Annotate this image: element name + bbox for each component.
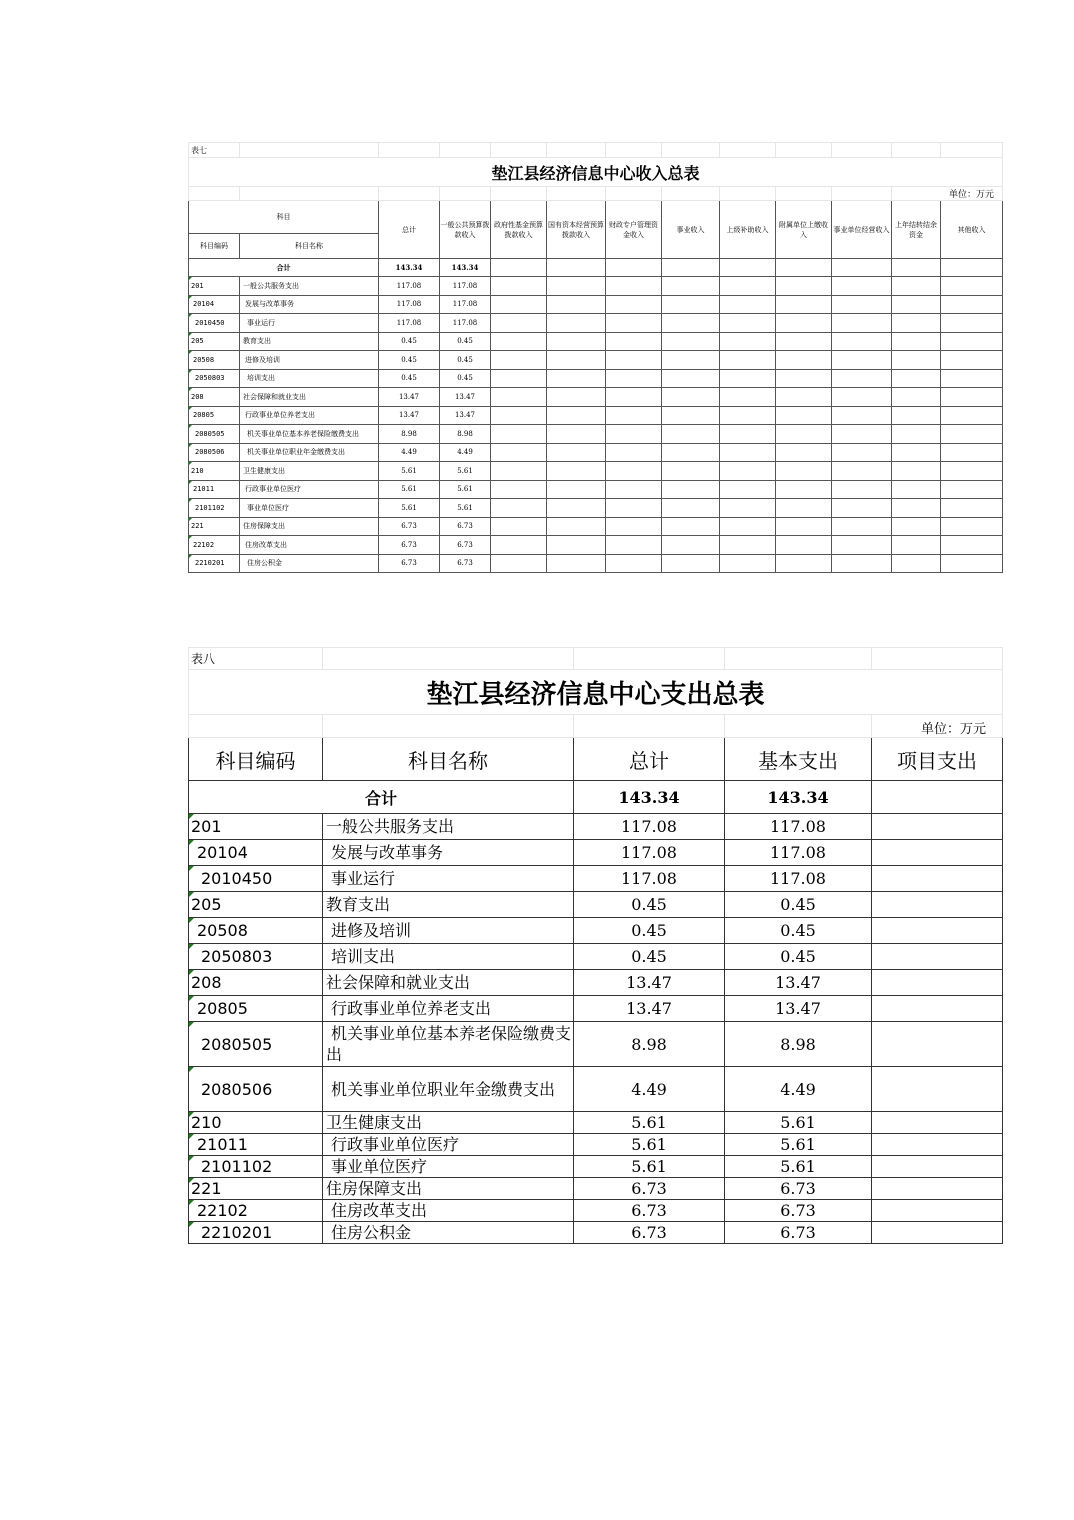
- subject-name: 机关事业单位职业年金缴费支出: [323, 1067, 574, 1112]
- cell-marker-icon: [189, 518, 192, 521]
- subject-name: 教育支出: [323, 892, 574, 918]
- cell-marker-icon: [189, 1022, 194, 1027]
- subject-code: 2010450: [189, 866, 323, 892]
- table-row: [189, 892, 1003, 918]
- subject-code: 2050803: [189, 369, 240, 388]
- row-basic: 13.47: [725, 996, 872, 1022]
- header-total: 总计: [379, 201, 440, 259]
- subject-name: 住房改革支出: [323, 1200, 574, 1222]
- row-total: 5.61: [379, 462, 440, 481]
- row-general-budget: 0.45: [440, 369, 491, 388]
- cell-marker-icon: [189, 555, 192, 558]
- subject-name: 卫生健康支出: [323, 1112, 574, 1134]
- header-general-budget: 一般公共预算拨款收入: [440, 201, 491, 259]
- cell-marker-icon: [189, 944, 194, 949]
- subject-code: 2080505: [189, 1022, 323, 1067]
- table-row: [189, 1178, 1003, 1200]
- subject-code: 20508: [189, 351, 240, 370]
- row-general-budget: 5.61: [440, 499, 491, 518]
- subject-code: 221: [189, 1178, 323, 1200]
- row-total: 13.47: [379, 406, 440, 425]
- cell-marker-icon: [189, 1178, 194, 1183]
- table-row: [189, 406, 1003, 425]
- subject-code: 20104: [189, 295, 240, 314]
- cell-marker-icon: [189, 1222, 194, 1227]
- subject-code: 210: [189, 1112, 323, 1134]
- table-row: [189, 814, 1003, 840]
- cell-marker-icon: [189, 1112, 194, 1117]
- table-row: [189, 1156, 1003, 1178]
- subject-name: 行政事业单位养老支出: [323, 996, 574, 1022]
- row-total: 5.61: [379, 499, 440, 518]
- row-total: 8.98: [574, 1022, 725, 1067]
- table-row: [189, 1222, 1003, 1244]
- row-basic: 0.45: [725, 892, 872, 918]
- header-affiliated: 附属单位上缴收入: [776, 201, 832, 259]
- subject-code: 201: [189, 814, 323, 840]
- subject-name: 住房公积金: [240, 554, 379, 573]
- row-total: 117.08: [574, 814, 725, 840]
- income-table-title: 垫江县经济信息中心收入总表: [189, 158, 1003, 187]
- header-fiscal-special: 财政专户管理资金收入: [606, 201, 662, 259]
- row-total: 13.47: [574, 996, 725, 1022]
- row-general-budget: 4.49: [440, 443, 491, 462]
- table-row: [189, 996, 1003, 1022]
- row-basic: 117.08: [725, 866, 872, 892]
- subject-name: 教育支出: [240, 332, 379, 351]
- row-total: 0.45: [379, 369, 440, 388]
- subject-code: 2210201: [189, 1222, 323, 1244]
- table-row: [189, 1067, 1003, 1112]
- row-general-budget: 5.61: [440, 462, 491, 481]
- row-basic: 8.98: [725, 1022, 872, 1067]
- row-general-budget: 6.73: [440, 536, 491, 555]
- table-row: [189, 314, 1003, 333]
- table-label: 表七: [189, 143, 240, 158]
- subject-name: 事业单位医疗: [240, 499, 379, 518]
- row-total: 13.47: [574, 970, 725, 996]
- row-basic: 13.47: [725, 970, 872, 996]
- row-total: 5.61: [574, 1156, 725, 1178]
- table-row: [189, 425, 1003, 444]
- row-general-budget: 6.73: [440, 554, 491, 573]
- subject-name: 行政事业单位养老支出: [240, 406, 379, 425]
- subject-code: 2080506: [189, 1067, 323, 1112]
- row-total: 117.08: [574, 866, 725, 892]
- subject-name: 进修及培训: [323, 918, 574, 944]
- cell-marker-icon: [189, 296, 192, 299]
- cell-marker-icon: [189, 1200, 194, 1205]
- subject-name: 机关事业单位基本养老保险缴费支出: [323, 1022, 574, 1067]
- row-basic: 117.08: [725, 840, 872, 866]
- table-row: [189, 388, 1003, 407]
- table-row: [189, 840, 1003, 866]
- header-carryover: 上年结转结余资金: [892, 201, 941, 259]
- row-general-budget: 13.47: [440, 388, 491, 407]
- row-total: 0.45: [574, 944, 725, 970]
- subject-name: 培训支出: [323, 944, 574, 970]
- header-superior-subsidy: 上级补助收入: [720, 201, 776, 259]
- expense-table-title: 垫江县经济信息中心支出总表: [189, 670, 1003, 715]
- subject-code: 210: [189, 462, 240, 481]
- subject-name: 事业运行: [240, 314, 379, 333]
- expense-summary-table: [188, 647, 1003, 1244]
- table-row: [189, 462, 1003, 481]
- income-summary-table: [188, 142, 1003, 573]
- row-total: 6.73: [574, 1200, 725, 1222]
- cell-marker-icon: [189, 918, 194, 923]
- table-row: [189, 499, 1003, 518]
- row-total: 4.49: [379, 443, 440, 462]
- subject-code: 2010450: [189, 314, 240, 333]
- row-total: 0.45: [379, 332, 440, 351]
- subject-code: 208: [189, 388, 240, 407]
- table-row: [189, 1022, 1003, 1067]
- subject-code: 201: [189, 277, 240, 296]
- unit-label: 单位：万元: [892, 187, 1003, 201]
- cell-marker-icon: [189, 277, 192, 280]
- subject-code: 205: [189, 892, 323, 918]
- subject-code: 20508: [189, 918, 323, 944]
- row-basic: 6.73: [725, 1178, 872, 1200]
- cell-marker-icon: [189, 1156, 194, 1161]
- cell-marker-icon: [189, 892, 194, 897]
- table-label: 表八: [189, 648, 323, 670]
- row-total: 6.73: [574, 1178, 725, 1200]
- header-business: 事业收入: [662, 201, 720, 259]
- header-total: 总计: [574, 738, 725, 781]
- row-basic: 4.49: [725, 1067, 872, 1112]
- subject-name: 社会保障和就业支出: [323, 970, 574, 996]
- subject-name: 事业单位医疗: [323, 1156, 574, 1178]
- row-basic: 5.61: [725, 1156, 872, 1178]
- table-row: [189, 554, 1003, 573]
- header-basic: 基本支出: [725, 738, 872, 781]
- table-row: [189, 918, 1003, 944]
- header-project: 项目支出: [872, 738, 1003, 781]
- header-other: 其他收入: [941, 201, 1003, 259]
- total-basic: 143.34: [725, 781, 872, 814]
- row-total: 0.45: [379, 351, 440, 370]
- cell-marker-icon: [189, 407, 192, 410]
- subject-code: 20805: [189, 406, 240, 425]
- subject-code: 2101102: [189, 499, 240, 518]
- table-row: [189, 443, 1003, 462]
- table-row: [189, 351, 1003, 370]
- header-subject: 科目: [189, 201, 379, 234]
- subject-name: 行政事业单位医疗: [240, 480, 379, 499]
- header-operating: 事业单位经营收入: [832, 201, 892, 259]
- cell-marker-icon: [189, 425, 192, 428]
- table-row: [189, 1134, 1003, 1156]
- total-sum: 143.34: [379, 259, 440, 277]
- subject-code: 205: [189, 332, 240, 351]
- row-general-budget: 117.08: [440, 295, 491, 314]
- row-basic: 117.08: [725, 814, 872, 840]
- subject-name: 住房保障支出: [240, 517, 379, 536]
- subject-code: 221: [189, 517, 240, 536]
- row-total: 6.73: [574, 1222, 725, 1244]
- subject-code: 2050803: [189, 944, 323, 970]
- cell-marker-icon: [189, 388, 192, 391]
- row-general-budget: 0.45: [440, 351, 491, 370]
- table-row: [189, 295, 1003, 314]
- table-row: [189, 480, 1003, 499]
- header-code: 科目编码: [189, 234, 240, 259]
- row-basic: 6.73: [725, 1200, 872, 1222]
- table-row: [189, 1112, 1003, 1134]
- table-row: [189, 277, 1003, 296]
- subject-code: 21011: [189, 480, 240, 499]
- row-basic: 0.45: [725, 918, 872, 944]
- cell-marker-icon: [189, 314, 192, 317]
- cell-marker-icon: [189, 462, 192, 465]
- row-general-budget: 117.08: [440, 314, 491, 333]
- row-general-budget: 117.08: [440, 277, 491, 296]
- header-name: 科目名称: [323, 738, 574, 781]
- subject-name: 住房保障支出: [323, 1178, 574, 1200]
- subject-name: 培训支出: [240, 369, 379, 388]
- table-row: [189, 970, 1003, 996]
- subject-name: 进修及培训: [240, 351, 379, 370]
- row-total: 0.45: [574, 892, 725, 918]
- subject-name: 住房公积金: [323, 1222, 574, 1244]
- subject-name: 行政事业单位医疗: [323, 1134, 574, 1156]
- subject-name: 住房改革支出: [240, 536, 379, 555]
- subject-code: 2210201: [189, 554, 240, 573]
- header-state-capital: 国有资本经营预算拨款收入: [547, 201, 606, 259]
- subject-code: 21011: [189, 1134, 323, 1156]
- row-total: 8.98: [379, 425, 440, 444]
- table-row: [189, 866, 1003, 892]
- subject-name: 一般公共服务支出: [240, 277, 379, 296]
- subject-name: 发展与改革事务: [323, 840, 574, 866]
- table-row: [189, 536, 1003, 555]
- subject-name: 卫生健康支出: [240, 462, 379, 481]
- cell-marker-icon: [189, 996, 194, 1001]
- subject-name: 一般公共服务支出: [323, 814, 574, 840]
- row-total: 6.73: [379, 554, 440, 573]
- total-label: 合计: [189, 259, 379, 277]
- row-total: 117.08: [379, 295, 440, 314]
- subject-code: 22102: [189, 1200, 323, 1222]
- total-general-budget: 143.34: [440, 259, 491, 277]
- cell-marker-icon: [189, 444, 192, 447]
- subject-name: 事业运行: [323, 866, 574, 892]
- subject-code: 2080505: [189, 425, 240, 444]
- row-general-budget: 6.73: [440, 517, 491, 536]
- subject-code: 2101102: [189, 1156, 323, 1178]
- cell-marker-icon: [189, 840, 194, 845]
- subject-code: 208: [189, 970, 323, 996]
- row-total: 117.08: [379, 314, 440, 333]
- cell-marker-icon: [189, 536, 192, 539]
- row-general-budget: 13.47: [440, 406, 491, 425]
- subject-code: 20104: [189, 840, 323, 866]
- row-basic: 6.73: [725, 1222, 872, 1244]
- cell-marker-icon: [189, 970, 194, 975]
- subject-code: 22102: [189, 536, 240, 555]
- row-total: 5.61: [574, 1112, 725, 1134]
- row-total: 13.47: [379, 388, 440, 407]
- row-basic: 0.45: [725, 944, 872, 970]
- header-code: 科目编码: [189, 738, 323, 781]
- row-total: 6.73: [379, 517, 440, 536]
- row-total: 0.45: [574, 918, 725, 944]
- cell-marker-icon: [189, 333, 192, 336]
- row-total: 117.08: [379, 277, 440, 296]
- cell-marker-icon: [189, 1067, 194, 1072]
- subject-name: 机关事业单位基本养老保险缴费支出: [240, 425, 379, 444]
- row-total: 6.73: [379, 536, 440, 555]
- row-general-budget: 5.61: [440, 480, 491, 499]
- row-total: 117.08: [574, 840, 725, 866]
- table-row: [189, 369, 1003, 388]
- subject-code: 2080506: [189, 443, 240, 462]
- row-total: 5.61: [574, 1134, 725, 1156]
- cell-marker-icon: [189, 351, 192, 354]
- cell-marker-icon: [189, 481, 192, 484]
- subject-name: 发展与改革事务: [240, 295, 379, 314]
- table-row: [189, 944, 1003, 970]
- row-general-budget: 8.98: [440, 425, 491, 444]
- cell-marker-icon: [189, 370, 192, 373]
- row-basic: 5.61: [725, 1134, 872, 1156]
- subject-name: 社会保障和就业支出: [240, 388, 379, 407]
- table-row: [189, 517, 1003, 536]
- table-row: [189, 332, 1003, 351]
- unit-label: 单位：万元: [872, 715, 1003, 738]
- header-name: 科目名称: [240, 234, 379, 259]
- subject-code: 20805: [189, 996, 323, 1022]
- table-row: [189, 1200, 1003, 1222]
- header-gov-fund: 政府性基金预算拨款收入: [491, 201, 547, 259]
- total-sum: 143.34: [574, 781, 725, 814]
- cell-marker-icon: [189, 814, 194, 819]
- row-basic: 5.61: [725, 1112, 872, 1134]
- cell-marker-icon: [189, 1134, 194, 1139]
- cell-marker-icon: [189, 866, 194, 871]
- row-total: 5.61: [379, 480, 440, 499]
- total-label: 合计: [189, 781, 574, 814]
- cell-marker-icon: [189, 499, 192, 502]
- row-total: 4.49: [574, 1067, 725, 1112]
- row-general-budget: 0.45: [440, 332, 491, 351]
- subject-name: 机关事业单位职业年金缴费支出: [240, 443, 379, 462]
